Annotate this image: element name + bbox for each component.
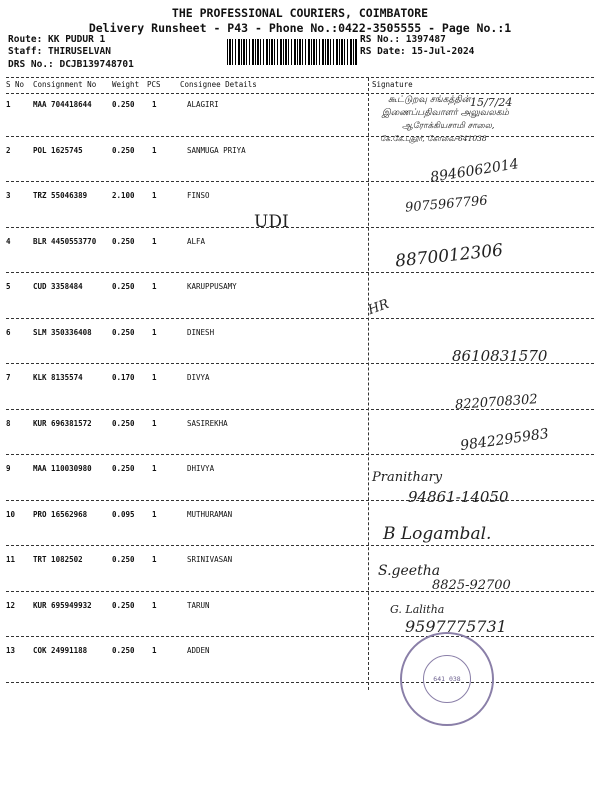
- row-5-sno: 5: [6, 282, 11, 291]
- hw-row11a: S.geetha: [378, 563, 441, 579]
- row-divider: [6, 636, 594, 637]
- row-8-consignee: SASIREKHA: [187, 418, 228, 428]
- row-divider: [6, 136, 594, 137]
- hw-row3-note: UDI: [254, 212, 289, 232]
- row-divider: [6, 682, 594, 683]
- row-divider: [6, 181, 594, 182]
- row-11-consignment: TRT 1082502: [33, 555, 83, 564]
- rs-number: RS No.: 1397487: [360, 34, 446, 45]
- row-13-consignee: ADDEN: [187, 646, 210, 655]
- hw-row3: 9075967796: [404, 193, 489, 216]
- row-divider: [6, 318, 594, 319]
- row-8-sno: 8: [6, 418, 11, 428]
- row-13-weight: 0.250: [112, 646, 135, 655]
- row-divider: [6, 272, 594, 273]
- row-11-sno: 11: [6, 555, 16, 564]
- row-13-consignment: COK 24991188: [33, 646, 88, 655]
- row-7-consignee: DIVYA: [187, 373, 210, 382]
- row-7-consignment: KLK 8135574: [33, 373, 83, 382]
- row-4-consignment: BLR 4450553770: [33, 236, 97, 246]
- row-6-pcs: 1: [152, 327, 157, 337]
- company-seal: [400, 632, 494, 726]
- row-10-consignee: MUTHURAMAN: [187, 509, 233, 519]
- hw-row10: B Logambal.: [383, 524, 492, 544]
- hw-row11b: 8825-92700: [432, 578, 511, 593]
- row-13-sno: 13: [6, 646, 16, 655]
- row-11-weight: 0.250: [112, 555, 135, 564]
- row-7-sno: 7: [6, 373, 11, 382]
- row-divider: [6, 454, 594, 455]
- row-10-consignment: PRO 16562968: [33, 509, 88, 519]
- row-3-weight: 2.100: [112, 191, 135, 200]
- row-13-pcs: 1: [152, 646, 157, 655]
- hw-row5: HR: [366, 296, 392, 319]
- row-10-weight: 0.095: [112, 509, 135, 519]
- row-3-pcs: 1: [152, 191, 157, 200]
- hw-row12b: 9597775731: [405, 617, 507, 636]
- row-8-weight: 0.250: [112, 418, 135, 428]
- hw-row6: 8610831570: [452, 347, 548, 365]
- hw-row8: 9842295983: [459, 425, 550, 455]
- row-5-consignment: CUD 3358484: [33, 282, 83, 291]
- row-6-consignee: DINESH: [187, 327, 215, 337]
- row-3-consignment: TRZ 55046389: [33, 191, 88, 200]
- row-4-consignee: ALFA: [187, 236, 206, 246]
- table-top-rule: [6, 77, 594, 78]
- row-7-weight: 0.170: [112, 373, 135, 382]
- hw-row9b: 94861-14050: [408, 488, 509, 506]
- row-9-consignee: DHIVYA: [187, 464, 215, 473]
- col-pcs: PCS: [147, 80, 161, 89]
- row-10-sno: 10: [6, 509, 16, 519]
- row-7-pcs: 1: [152, 373, 157, 382]
- col-weight: Weight: [112, 80, 140, 89]
- row-8-pcs: 1: [152, 418, 157, 428]
- hw-row2: 8946062014: [429, 156, 520, 186]
- row-6-weight: 0.250: [112, 327, 135, 337]
- hw-tamil-3: ஆரோக்கியசாமி சாலை,: [402, 121, 495, 131]
- route-label: Route: KK PUDUR 1: [8, 34, 106, 45]
- col-signature: Signature: [372, 80, 413, 89]
- row-5-pcs: 1: [152, 282, 157, 291]
- row-5-weight: 0.250: [112, 282, 135, 291]
- col-consignee: Consignee Details: [180, 80, 257, 89]
- seal-center: 641 038: [423, 655, 471, 703]
- row-2-pcs: 1: [152, 145, 157, 155]
- row-12-consignee: TARUN: [187, 600, 210, 610]
- hw-tamil-4: கே.கே.புதூர், கோவை-641038: [380, 134, 487, 143]
- hw-row12a: G. Lalitha: [390, 603, 445, 616]
- row-divider: [6, 227, 594, 228]
- hw-tamil-2: இணைப்பதிவாளர் அலுவலகம்: [382, 108, 509, 118]
- staff-label: Staff: THIRUSELVAN: [8, 46, 111, 57]
- header-rule: [6, 93, 594, 94]
- hw-row9a: Pranithary: [372, 470, 443, 485]
- row-6-sno: 6: [6, 327, 11, 337]
- row-9-sno: 9: [6, 464, 11, 473]
- row-2-sno: 2: [6, 145, 11, 155]
- rs-date: RS Date: 15-Jul-2024: [360, 46, 475, 57]
- row-1-weight: 0.250: [112, 100, 135, 109]
- row-9-weight: 0.250: [112, 464, 135, 473]
- row-12-weight: 0.250: [112, 600, 135, 610]
- row-4-weight: 0.250: [112, 236, 135, 246]
- hw-row7: 8220708302: [454, 392, 539, 413]
- row-3-consignee: FINSO: [187, 191, 210, 200]
- row-2-consignment: POL 1625745: [33, 145, 83, 155]
- row-5-consignee: KARUPPUSAMY: [187, 282, 237, 291]
- row-2-weight: 0.250: [112, 145, 135, 155]
- row-12-sno: 12: [6, 600, 16, 610]
- runsheet-title: Delivery Runsheet - P43 - Phone No.:0422-3505555 - Page No.:1: [88, 21, 512, 35]
- row-1-sno: 1: [6, 100, 11, 109]
- col-sno: S No: [6, 80, 25, 89]
- hw-tamil-1: கூட்டுறவு சங்கத்தின்: [388, 95, 471, 105]
- barcode: [227, 39, 357, 65]
- row-8-consignment: KUR 696381572: [33, 418, 92, 428]
- row-1-consignee: ALAGIRI: [187, 100, 219, 109]
- row-2-consignee: SANMUGA PRIYA: [187, 145, 246, 155]
- row-3-sno: 3: [6, 191, 11, 200]
- signature-column-rule: [368, 78, 369, 690]
- row-11-pcs: 1: [152, 555, 157, 564]
- row-1-pcs: 1: [152, 100, 157, 109]
- row-9-consignment: MAA 110030980: [33, 464, 92, 473]
- hw-row4: 8870012306: [394, 240, 504, 272]
- row-6-consignment: SLM 350336408: [33, 327, 92, 337]
- row-4-sno: 4: [6, 236, 11, 246]
- row-divider: [6, 545, 594, 546]
- row-12-consignment: KUR 695949932: [33, 600, 92, 610]
- row-4-pcs: 1: [152, 236, 157, 246]
- row-1-consignment: MAA 704418644: [33, 100, 92, 109]
- row-12-pcs: 1: [152, 600, 157, 610]
- col-consignment: Consignment No: [33, 80, 97, 89]
- drs-label: DRS No.: DCJB139748701: [8, 59, 134, 70]
- row-9-pcs: 1: [152, 464, 157, 473]
- row-10-pcs: 1: [152, 509, 157, 519]
- row-11-consignee: SRINIVASAN: [187, 555, 233, 564]
- hw-date: 15/7/24: [470, 96, 513, 109]
- company-title: THE PROFESSIONAL COURIERS, COIMBATORE: [171, 6, 429, 20]
